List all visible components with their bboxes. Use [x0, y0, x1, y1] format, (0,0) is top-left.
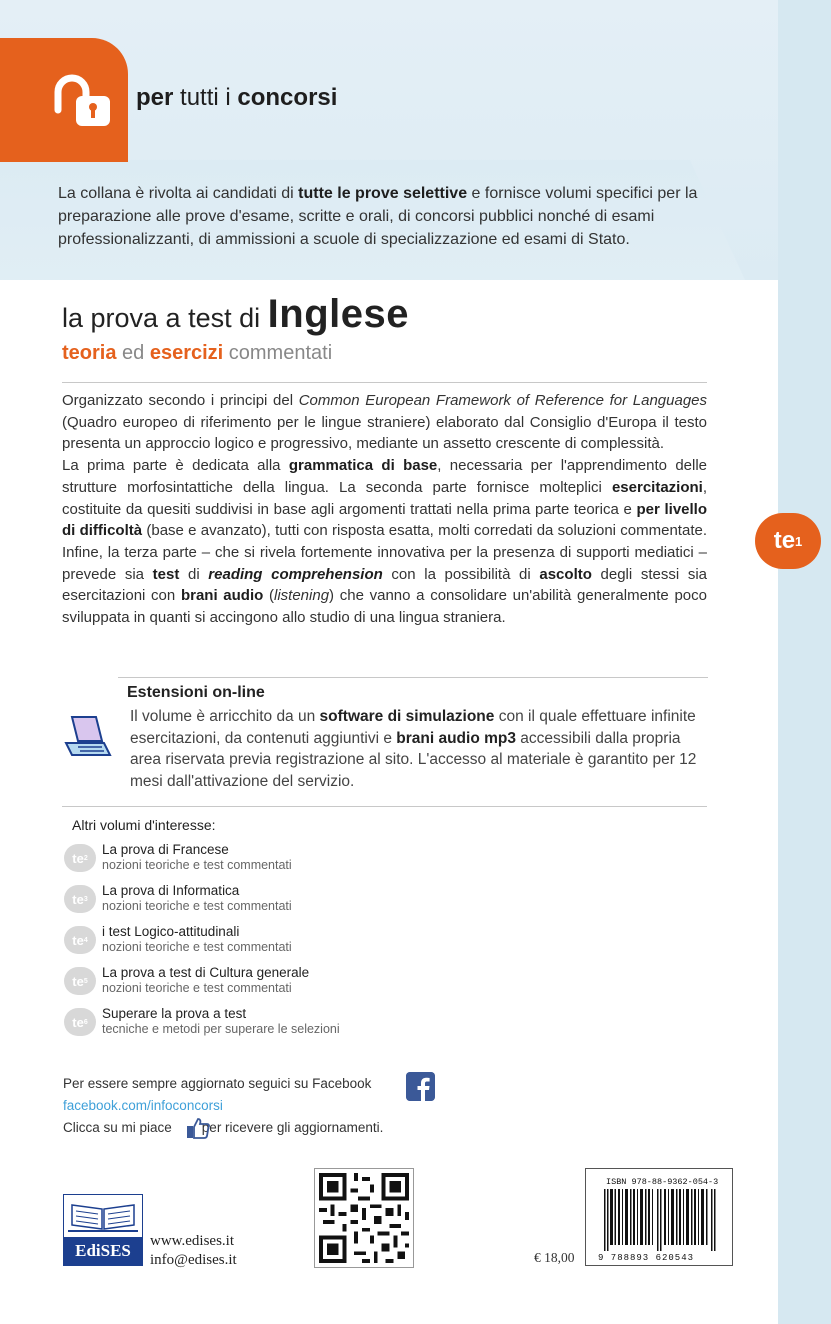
facebook-link[interactable]: facebook.com/infoconcorsi [63, 1098, 223, 1113]
volume-title: La prova di Informatica [102, 883, 240, 898]
subtitle-word-3: esercizi [149, 342, 224, 364]
publisher-contacts [150, 1232, 237, 1270]
price: € 18,00 [534, 1250, 575, 1265]
book-description [62, 390, 707, 629]
publisher-logo-text: EdiSES [64, 1237, 142, 1265]
book-subtitle [62, 342, 332, 365]
isbn-label: ISBN 978-88-9362-054-3 [606, 1177, 719, 1187]
subtitle-word-2: ed [116, 342, 150, 364]
list-item [64, 965, 484, 1001]
laptop-icon [62, 713, 114, 759]
volume-badge: te 6 [64, 1008, 96, 1036]
title-prefix: la prova a test di [62, 303, 261, 333]
facebook-follow-text: Per essere sempre aggiornato seguici su Facebook [63, 1076, 372, 1091]
series-description [58, 182, 708, 251]
volume-title: Superare la prova a test [102, 1006, 247, 1021]
list-item [64, 924, 484, 960]
volume-subtitle: nozioni teoriche e test commentati [102, 940, 292, 954]
open-lock-icon [50, 70, 112, 128]
qr-code[interactable] [314, 1168, 414, 1268]
volume-subtitle: nozioni teoriche e test commentati [102, 981, 292, 995]
volume-subtitle: nozioni teoriche e test commentati [102, 858, 292, 872]
title-main: Inglese [267, 292, 409, 336]
extensions-text: Il volume è arricchito da un software di simulazione con il quale effettuare infinite esercitazioni, da contenuti aggiuntivi e brani audio mp3 accessibili dalla propria area riservata previa registrazione al sito. L'accesso al materiale è garantito per 12 mesi dall'attivazione del servizio. [130, 708, 697, 790]
volume-subtitle: tecniche e metodi per superare le selezioni [102, 1022, 340, 1036]
volume-subtitle: nozioni teoriche e test commentati [102, 899, 292, 913]
volume-title: La prova di Francese [102, 842, 229, 857]
volume-badge: te 2 [64, 844, 96, 872]
series-prefix: per [136, 84, 174, 111]
series-suffix: concorsi [237, 84, 338, 111]
divider [118, 677, 708, 678]
intro-text-rest: e fornisce volumi specifici per la preparazione alle prove d'esame, scritte e orali, di concorsi pubblici nonché di esami professionalizzanti, di ammissioni a scuole di specializzazione ed esami di Stato. [58, 185, 698, 248]
description-paragraph-2: La prima parte è dedicata alla grammatica di base, necessaria per l'apprendimento delle strutture morfosintattiche della lingua. La seconda parte fornisce molteplici esercitazioni, costituite da quesiti suddivisi in base agli argomenti trattati nella prima parte teorica e per livello di difficoltà (base e avanzato), tutti con risposta esatta, molti corredati da soluzioni commentate. Infine, la terza parte – che si rivela fortemente innovativa per la presenza di supporti mediatici – prevede sia test di reading comprehension con la possibilità di ascolto degli stessi sia esercitazioni con brani audio (listening) che vanno a consolidare un'abilità generalmente poco sviluppata in quanti si accingono allo studio di una lingua straniera. [62, 457, 708, 627]
facebook-icon[interactable] [406, 1072, 435, 1101]
volume-badge: te 5 [64, 967, 96, 995]
volume-badge: te 3 [64, 885, 96, 913]
series-name [136, 84, 337, 112]
like-text: Clicca su mi piace per ricevere gli aggiornamenti. [63, 1120, 384, 1135]
intro-bold: tutte le prove selettive [298, 185, 468, 202]
description-paragraph-1: Organizzato secondo i principi del Common European Framework of Reference for Languages (Quadro europeo di riferimento per le lingue straniere) elaborato dal Consiglio d'Europa il testo presenta un approccio logico e progressivo, mediante un assetto crescente di complessità. [62, 392, 707, 453]
volume-title: La prova a test di Cultura generale [102, 965, 310, 980]
divider [62, 806, 707, 807]
subtitle-word-1: teoria [62, 342, 117, 364]
extensions-title: Estensioni on-line [127, 684, 265, 701]
isbn-barcode [585, 1168, 733, 1266]
series-middle: tutti i [180, 84, 231, 111]
thumbs-up-icon[interactable] [186, 1117, 210, 1139]
book-icon [64, 1195, 142, 1237]
series-number-badge: te 1 [755, 513, 821, 569]
book-title [62, 292, 409, 337]
other-volumes-heading: Altri volumi d'interesse: [72, 817, 216, 833]
subtitle-word-4: commentati [223, 342, 333, 364]
publisher-email[interactable]: info@edises.it [150, 1252, 237, 1268]
publisher-website[interactable]: www.edises.it [150, 1233, 235, 1249]
book-spine [778, 0, 831, 1324]
list-item [64, 883, 484, 919]
intro-text: La collana è rivolta ai candidati di [58, 185, 299, 202]
list-item [64, 842, 484, 878]
volume-title: i test Logico-attitudinali [102, 924, 240, 939]
list-item [64, 1006, 484, 1042]
barcode-bars [604, 1189, 716, 1251]
volume-badge: te 4 [64, 926, 96, 954]
isbn-digits: 9 788893 620543 [598, 1253, 695, 1263]
divider [62, 382, 707, 383]
publisher-logo [63, 1194, 143, 1266]
